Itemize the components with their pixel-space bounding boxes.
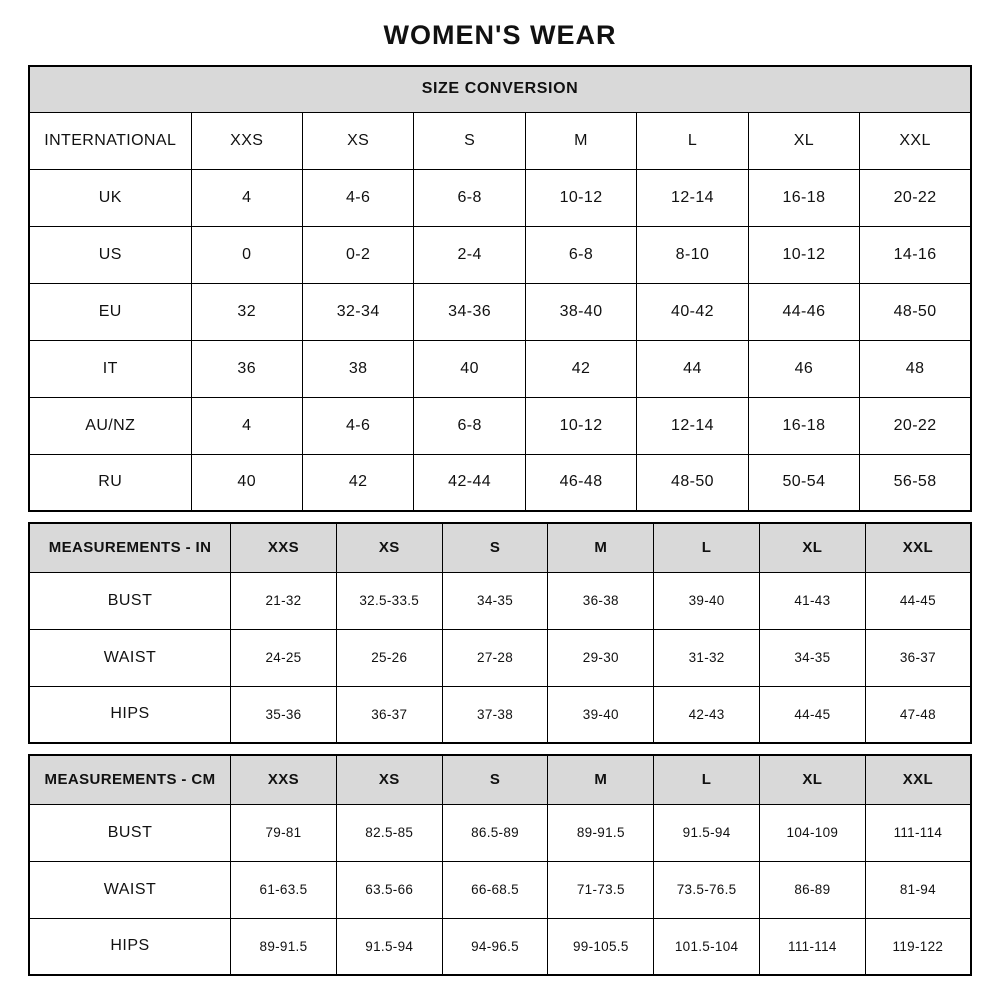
table-cell: 50-54 bbox=[748, 454, 859, 511]
size-column-header: XL bbox=[748, 112, 859, 169]
table-row bbox=[29, 686, 971, 743]
table-row bbox=[29, 283, 971, 340]
table-cell: 86-89 bbox=[759, 861, 865, 918]
table-cell: 14-16 bbox=[860, 226, 971, 283]
table-cell: 104-109 bbox=[759, 804, 865, 861]
table-row bbox=[29, 226, 971, 283]
table-cell: 6-8 bbox=[525, 226, 636, 283]
table-cell: 38-40 bbox=[525, 283, 636, 340]
table-label-header: MEASUREMENTS - CM bbox=[29, 755, 231, 804]
table-cell: 10-12 bbox=[748, 226, 859, 283]
table-cell: 4 bbox=[191, 397, 302, 454]
size-column-header: M bbox=[548, 523, 654, 572]
table-cell: 16-18 bbox=[748, 397, 859, 454]
measurements-cm-table bbox=[28, 754, 972, 976]
table-cell: 0-2 bbox=[302, 226, 413, 283]
table-cell: 111-114 bbox=[759, 918, 865, 975]
table-cell: 38 bbox=[302, 340, 413, 397]
size-column-header: XXL bbox=[860, 112, 971, 169]
table-cell: 46-48 bbox=[525, 454, 636, 511]
size-column-header: M bbox=[548, 755, 654, 804]
table-cell: 12-14 bbox=[637, 169, 748, 226]
table-cell: 2-4 bbox=[414, 226, 525, 283]
table-cell: 63.5-66 bbox=[336, 861, 442, 918]
table-cell: 101.5-104 bbox=[654, 918, 760, 975]
table-cell: 6-8 bbox=[414, 397, 525, 454]
table-cell: 42 bbox=[302, 454, 413, 511]
table-cell: 86.5-89 bbox=[442, 804, 548, 861]
column-header-row bbox=[29, 755, 971, 804]
table-cell: 81-94 bbox=[865, 861, 971, 918]
table-cell: 32.5-33.5 bbox=[336, 572, 442, 629]
table-cell: 42 bbox=[525, 340, 636, 397]
table-row bbox=[29, 861, 971, 918]
size-column-header: S bbox=[442, 755, 548, 804]
table-label-header: INTERNATIONAL bbox=[29, 112, 191, 169]
table-cell: 37-38 bbox=[442, 686, 548, 743]
size-column-header: S bbox=[442, 523, 548, 572]
table-cell: 34-35 bbox=[442, 572, 548, 629]
table-cell: 40-42 bbox=[637, 283, 748, 340]
table-cell: 4-6 bbox=[302, 169, 413, 226]
table-cell: 36-38 bbox=[548, 572, 654, 629]
table-cell: 35-36 bbox=[231, 686, 337, 743]
table-cell: 34-35 bbox=[759, 629, 865, 686]
table-title-row bbox=[29, 66, 971, 112]
table-cell: 73.5-76.5 bbox=[654, 861, 760, 918]
size-column-header: XL bbox=[759, 755, 865, 804]
column-header-row bbox=[29, 523, 971, 572]
table-cell: 36-37 bbox=[865, 629, 971, 686]
table-cell: 39-40 bbox=[654, 572, 760, 629]
table-cell: 82.5-85 bbox=[336, 804, 442, 861]
table-cell: 8-10 bbox=[637, 226, 748, 283]
table-cell: 89-91.5 bbox=[548, 804, 654, 861]
size-column-header: XS bbox=[302, 112, 413, 169]
table-cell: 29-30 bbox=[548, 629, 654, 686]
row-label: WAIST bbox=[29, 861, 231, 918]
table-cell: 46 bbox=[748, 340, 859, 397]
size-column-header: L bbox=[654, 755, 760, 804]
size-column-header: S bbox=[414, 112, 525, 169]
table-row bbox=[29, 918, 971, 975]
size-column-header: XS bbox=[336, 523, 442, 572]
table-cell: 56-58 bbox=[860, 454, 971, 511]
table-cell: 44 bbox=[637, 340, 748, 397]
table-cell: 16-18 bbox=[748, 169, 859, 226]
table-cell: 10-12 bbox=[525, 397, 636, 454]
row-label: BUST bbox=[29, 572, 231, 629]
row-label: HIPS bbox=[29, 918, 231, 975]
row-label: US bbox=[29, 226, 191, 283]
row-label: UK bbox=[29, 169, 191, 226]
column-header-row bbox=[29, 112, 971, 169]
table-cell: 40 bbox=[191, 454, 302, 511]
table-cell: 34-36 bbox=[414, 283, 525, 340]
table-row bbox=[29, 454, 971, 511]
table-cell: 39-40 bbox=[548, 686, 654, 743]
table-cell: 47-48 bbox=[865, 686, 971, 743]
table-cell: 66-68.5 bbox=[442, 861, 548, 918]
table-cell: 94-96.5 bbox=[442, 918, 548, 975]
table-cell: 20-22 bbox=[860, 397, 971, 454]
table-cell: 32-34 bbox=[302, 283, 413, 340]
table-cell: 6-8 bbox=[414, 169, 525, 226]
size-column-header: XXS bbox=[231, 523, 337, 572]
measurements-in-table bbox=[28, 522, 972, 744]
table-cell: 40 bbox=[414, 340, 525, 397]
table-cell: 119-122 bbox=[865, 918, 971, 975]
table-cell: 91.5-94 bbox=[336, 918, 442, 975]
table-cell: 99-105.5 bbox=[548, 918, 654, 975]
table-cell: 36-37 bbox=[336, 686, 442, 743]
row-label: HIPS bbox=[29, 686, 231, 743]
table-row bbox=[29, 397, 971, 454]
row-label: RU bbox=[29, 454, 191, 511]
page-title: WOMEN'S WEAR bbox=[383, 20, 617, 50]
table-row bbox=[29, 804, 971, 861]
size-column-header: L bbox=[654, 523, 760, 572]
table-row bbox=[29, 629, 971, 686]
table-cell: 4-6 bbox=[302, 397, 413, 454]
row-label: AU/NZ bbox=[29, 397, 191, 454]
table-cell: 61-63.5 bbox=[231, 861, 337, 918]
table-cell: 48 bbox=[860, 340, 971, 397]
table-cell: 44-45 bbox=[759, 686, 865, 743]
size-column-header: XXS bbox=[191, 112, 302, 169]
table-cell: 4 bbox=[191, 169, 302, 226]
table-cell: 10-12 bbox=[525, 169, 636, 226]
table-cell: 111-114 bbox=[865, 804, 971, 861]
row-label: EU bbox=[29, 283, 191, 340]
size-column-header: L bbox=[637, 112, 748, 169]
row-label: BUST bbox=[29, 804, 231, 861]
table-cell: 31-32 bbox=[654, 629, 760, 686]
row-label: IT bbox=[29, 340, 191, 397]
size-column-header: M bbox=[525, 112, 636, 169]
table-cell: 48-50 bbox=[637, 454, 748, 511]
size-column-header: XXS bbox=[231, 755, 337, 804]
table-cell: 91.5-94 bbox=[654, 804, 760, 861]
table-cell: 12-14 bbox=[637, 397, 748, 454]
table-row bbox=[29, 340, 971, 397]
table-cell: 32 bbox=[191, 283, 302, 340]
table-cell: 79-81 bbox=[231, 804, 337, 861]
table-cell: 20-22 bbox=[860, 169, 971, 226]
table-cell: 36 bbox=[191, 340, 302, 397]
table-cell: 42-43 bbox=[654, 686, 760, 743]
table-cell: 44-45 bbox=[865, 572, 971, 629]
table-cell: 89-91.5 bbox=[231, 918, 337, 975]
table-cell: 24-25 bbox=[231, 629, 337, 686]
table-cell: 41-43 bbox=[759, 572, 865, 629]
table-cell: 42-44 bbox=[414, 454, 525, 511]
row-label: WAIST bbox=[29, 629, 231, 686]
table-cell: 0 bbox=[191, 226, 302, 283]
table-cell: 27-28 bbox=[442, 629, 548, 686]
size-column-header: XS bbox=[336, 755, 442, 804]
size-column-header: XXL bbox=[865, 755, 971, 804]
table-row bbox=[29, 169, 971, 226]
table-row bbox=[29, 572, 971, 629]
size-column-header: XXL bbox=[865, 523, 971, 572]
table-cell: 25-26 bbox=[336, 629, 442, 686]
size-conversion-table bbox=[28, 65, 972, 512]
table-cell: 44-46 bbox=[748, 283, 859, 340]
size-conversion-title: SIZE CONVERSION bbox=[29, 66, 971, 112]
size-column-header: XL bbox=[759, 523, 865, 572]
table-label-header: MEASUREMENTS - IN bbox=[29, 523, 231, 572]
table-cell: 71-73.5 bbox=[548, 861, 654, 918]
table-cell: 21-32 bbox=[231, 572, 337, 629]
table-cell: 48-50 bbox=[860, 283, 971, 340]
